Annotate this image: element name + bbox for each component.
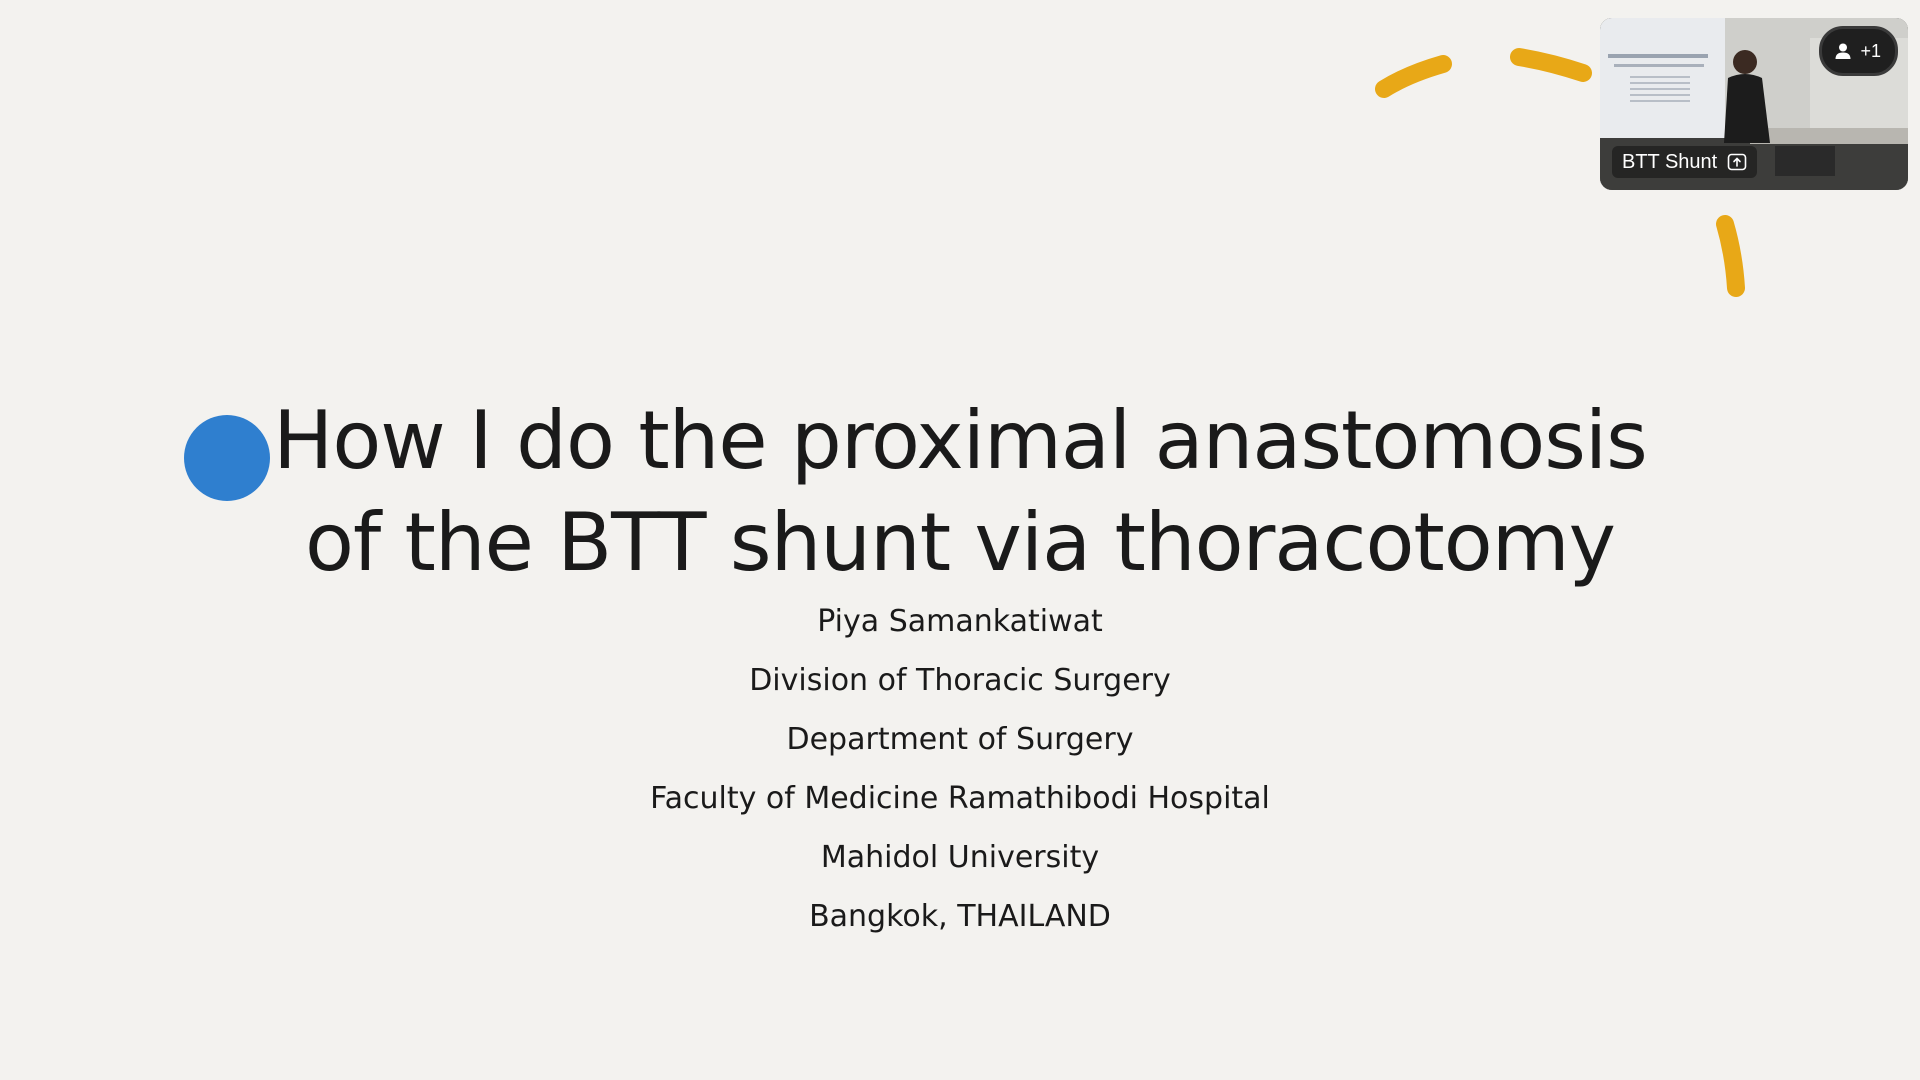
- ink-stroke-1: [1384, 64, 1443, 89]
- share-screen-icon: [1727, 153, 1747, 171]
- slide-title-line-2: of the BTT shunt via thoracotomy: [305, 496, 1615, 589]
- ink-stroke-2: [1519, 57, 1583, 73]
- speaker-video-tile[interactable]: [1600, 18, 1908, 190]
- video-tile-name: BTT Shunt: [1622, 150, 1718, 173]
- slide-title-line-1: How I do the proximal anastomosis: [273, 394, 1647, 487]
- author-department: Department of Surgery: [786, 722, 1134, 757]
- ink-stroke-3: [1725, 224, 1736, 288]
- participants-badge[interactable]: [1819, 26, 1898, 76]
- participants-count: +1: [1860, 40, 1881, 61]
- author-division: Division of Thoracic Surgery: [749, 663, 1171, 698]
- author-university: Mahidol University: [820, 840, 1100, 875]
- person-icon: [1834, 42, 1852, 60]
- author-name: Piya Samankatiwat: [817, 604, 1103, 639]
- author-faculty: Faculty of Medicine Ramathibodi Hospital: [650, 781, 1270, 816]
- author-location: Bangkok, THAILAND: [809, 899, 1111, 934]
- video-tile-name-label: [1612, 146, 1757, 178]
